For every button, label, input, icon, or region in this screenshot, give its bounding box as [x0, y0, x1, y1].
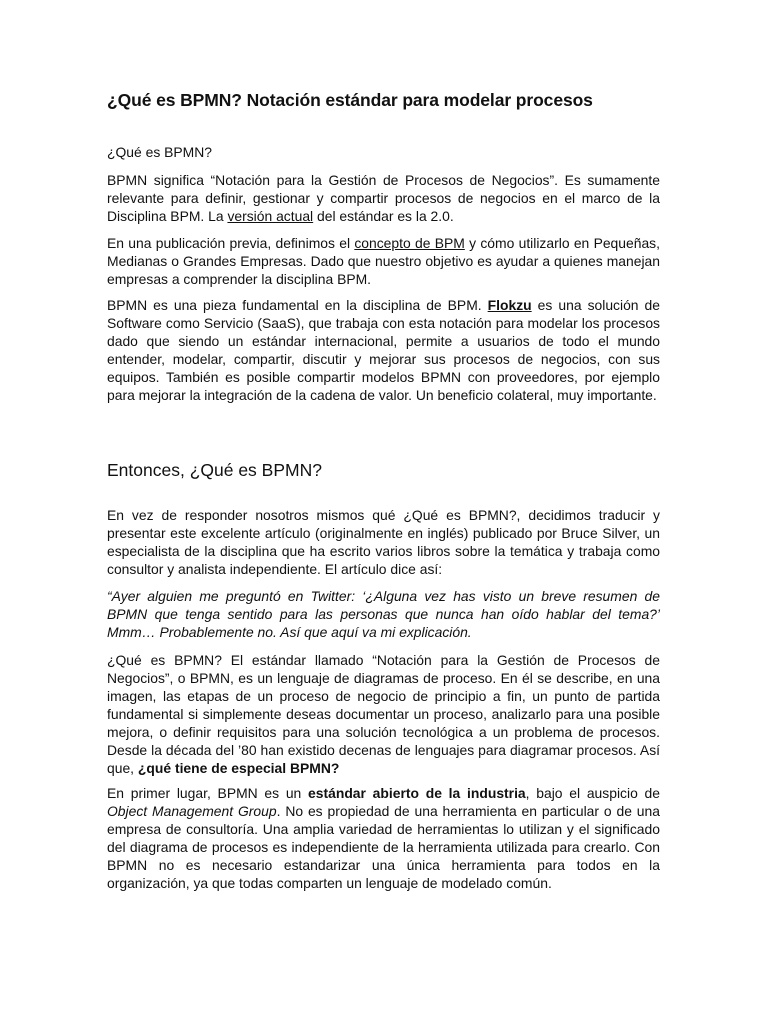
paragraph-text: En una publicación previa, definimos el — [107, 235, 355, 251]
paragraph-open-standard — [107, 784, 660, 892]
bold-phrase: ¿qué tiene de especial BPMN? — [137, 760, 340, 776]
paragraph-text: y cómo utilizarlo en Pequeñas, Medianas o Grandes Empresas. Dado que nuestro objetivo es ayudar a quienes manejan empresas a comprender la disciplina BPM. — [107, 235, 660, 287]
paragraph-text: BPMN significa “Notación para la Gestión de Procesos de Negocios”. Es sumamente relevante para definir, gestionar y compartir procesos de negocios en el marco de la Disciplina BPM. La — [107, 172, 660, 224]
section-heading: Entonces, ¿Qué es BPMN? — [107, 460, 322, 480]
paragraph-text: BPMN es una pieza fundamental en la disciplina de BPM. — [107, 297, 488, 313]
quote-paragraph: “Ayer alguien me preguntó en Twitter: ‘¿Alguna vez has visto un breve resumen de BPMN que tenga sentido para las personas que nunca han oído hablar del tema?’ Mmm… Probablemente no. Así que aquí va mi explicación. — [107, 588, 660, 640]
paragraph-flokzu — [107, 296, 660, 404]
paragraph-text: del estándar es la 2.0. — [313, 208, 454, 224]
link-flokzu[interactable]: Flokzu — [487, 297, 532, 313]
link-concepto-bpm[interactable]: concepto de BPM — [354, 235, 465, 251]
paragraph-text: . No es propiedad de una herramienta en particular o de una empresa de consultoría. Una amplia variedad de herramientas lo utilizan y el significado del diagrama de procesos es independiente de la herramienta utilizada para crearlo. Con BPMN no es necesario estandarizar una única herramienta para todos en la organización, ya que todas comparten un lenguaje de modelado común. — [107, 803, 660, 891]
paragraph-text: , bajo el auspicio de — [525, 785, 660, 801]
paragraph-text: es una solución de Software como Servicio (SaaS), que trabaja con esta notación para modelar los procesos dado que siendo un estándar internacional, permite a usuarios de todo el mundo entender, modelar, compartir, discutir y mejorar sus procesos de negocios, con sus equipos. También es posible compartir modelos BPMN con proveedores, por ejemplo para mejorar la integración de la cadena de valor. Un beneficio colateral, muy importante. — [107, 297, 660, 403]
paragraph-text: En primer lugar, BPMN es un — [107, 785, 309, 801]
bold-phrase: estándar abierto de la industria — [308, 785, 526, 801]
paragraph-previous-post — [107, 234, 660, 288]
paragraph-translation-note: En vez de responder nosotros mismos qué ¿Qué es BPMN?, decidimos traducir y presentar este excelente artículo (originalmente en inglés) publicado por Bruce Silver, un especialista de la disciplina que ha escrito varios libros sobre la temática y trabaja como consultor y analista independiente. El artículo dice así: — [107, 507, 660, 577]
intro-question: ¿Qué es BPMN? — [107, 144, 212, 160]
paragraph-what-is-bpmn — [107, 651, 660, 777]
paragraph-definition — [107, 171, 660, 225]
page-title: ¿Qué es BPMN? Notación estándar para modelar procesos — [107, 90, 593, 110]
paragraph-text: ¿Qué es BPMN? El estándar llamado “Notación para la Gestión de Procesos de Negocios”, o BPMN, es un lenguaje de diagramas de proceso. En él se describe, en una imagen, las etapas de un proceso de negocio de principio a fin, un punto de partida fundamental si simplemente deseas documentar un proceso, analizarlo para una posible mejora, o definir requisitos para una solución tecnológica a un problema de procesos. Desde la década del ’80 han existido decenas de lenguajes para diagramar procesos. Así que, — [107, 652, 660, 776]
link-version-actual[interactable]: versión actual — [227, 208, 314, 224]
italic-phrase: Object Management Group — [107, 803, 277, 819]
